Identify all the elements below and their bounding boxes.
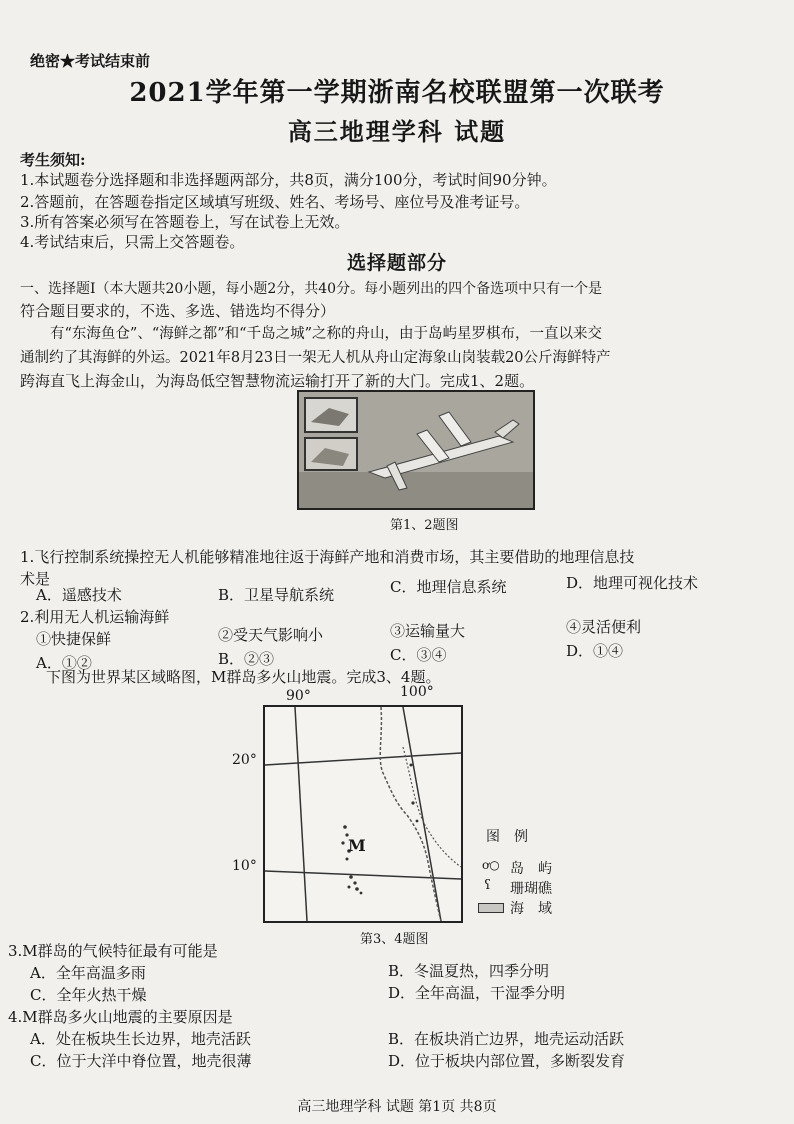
exam-subtitle: 高三地理学科 试题	[287, 117, 507, 146]
part1-instruction-line1: 一、选择题Ⅰ（本大题共20小题，每小题2分，共40分。每小题列出的四个备选项中只有一个是	[20, 281, 603, 297]
passage-line-2: 通制约了其海鲜的外运。2021年8月23日一架无人机从舟山定海象山岗装载20公斤海鲜特产	[20, 350, 611, 366]
q3-option-a: A．全年高温多雨	[30, 964, 146, 982]
q2-item-1: ①快捷保鲜	[36, 630, 112, 648]
reef-symbol-icon: ʕ	[484, 878, 491, 893]
map-intro: 下图为世界某区域略图，M群岛多火山地震。完成3、4题。	[46, 668, 441, 686]
q3-stem: 3.M群岛的气候特征最有可能是	[8, 942, 218, 960]
sea-symbol-icon	[478, 903, 504, 913]
confidential-mark: 绝密★考试结束前	[30, 52, 151, 70]
notice-heading: 考生须知:	[20, 151, 86, 169]
q2-stem: 2.利用无人机运输海鲜	[20, 608, 170, 626]
map-marker-m: M	[348, 836, 366, 855]
drone-photo	[297, 390, 535, 510]
q2-option-b: B．②③	[218, 650, 275, 668]
q4-option-d: D．位于板块内部位置，多断裂发育	[388, 1052, 626, 1070]
q2-item-4: ④灵活便利	[566, 618, 642, 636]
q3-option-d: D．全年高温，干湿季分明	[388, 984, 566, 1002]
map-lon-label-90: 90°	[286, 688, 311, 704]
island-symbol-icon: ơ○	[482, 858, 500, 872]
figure-1-caption: 第1、2题图	[390, 518, 459, 533]
q1-stem-line2: 术是	[20, 570, 51, 588]
q4-option-a: A．处在板块生长边界，地壳活跃	[30, 1030, 251, 1048]
section-title: 选择题部分	[346, 252, 447, 274]
legend-item-sea: 海 域	[510, 901, 552, 917]
q2-option-d: D．①④	[566, 642, 624, 660]
notice-item-4: 4.考试结束后，只需上交答题卷。	[20, 233, 245, 251]
passage-line-1: 有“东海鱼仓”、“海鲜之都”和“千岛之城”之称的舟山，由于岛屿星罗棋布，一直以来交	[50, 326, 602, 342]
map-lon-label-100: 100°	[400, 684, 434, 700]
legend-title: 图 例	[486, 829, 528, 845]
map-lat-label-20: 20°	[232, 752, 257, 768]
q1-option-c: C．地理信息系统	[390, 578, 507, 596]
legend-item-island: 岛 屿	[510, 861, 552, 877]
passage-line-3: 跨海直飞上海金山，为海岛低空智慧物流运输打开了新的大门。完成1、2题。	[20, 372, 535, 390]
q1-option-d: D．地理可视化技术	[566, 574, 699, 592]
region-map	[263, 705, 463, 923]
page-footer: 高三地理学科 试题 第1页 共8页	[297, 1099, 497, 1115]
q2-item-2: ②受天气影响小	[218, 626, 324, 644]
notice-item-1: 1.本试题卷分选择题和非选择题两部分，共8页，满分100分，考试时间90分钟。	[20, 171, 557, 189]
q2-option-a: A．①②	[36, 654, 92, 672]
q4-option-b: B．在板块消亡边界，地壳运动活跃	[388, 1030, 625, 1048]
q4-stem: 4.M群岛多火山地震的主要原因是	[8, 1008, 233, 1026]
q1-option-a: A．遥感技术	[36, 586, 122, 604]
q2-option-c: C．③④	[390, 646, 447, 664]
q1-stem-line1: 1.飞行控制系统操控无人机能够精准地往返于海鲜产地和消费市场，其主要借助的地理信息技	[20, 548, 635, 566]
part1-instruction-line2: 符合题目要求的，不选、多选、错选均不得分）	[20, 302, 336, 320]
legend-item-reef: 珊瑚礁	[510, 881, 552, 897]
q4-option-c: C．位于大洋中脊位置，地壳很薄	[30, 1052, 252, 1070]
notice-item-3: 3.所有答案必须写在答题卷上，写在试卷上无效。	[20, 213, 350, 231]
map-lat-label-10: 10°	[232, 858, 257, 874]
q1-option-b: B．卫星导航系统	[218, 586, 335, 604]
q3-option-c: C．全年火热干燥	[30, 986, 147, 1004]
exam-title: 2021学年第一学期浙南名校联盟第一次联考	[129, 78, 665, 108]
notice-item-2: 2.答题前，在答题卷指定区域填写班级、姓名、考场号、座位号及准考证号。	[20, 193, 530, 211]
q3-option-b: B．冬温夏热，四季分明	[388, 962, 550, 980]
figure-2-caption: 第3、4题图	[360, 932, 429, 947]
q2-item-3: ③运输量大	[390, 622, 466, 640]
